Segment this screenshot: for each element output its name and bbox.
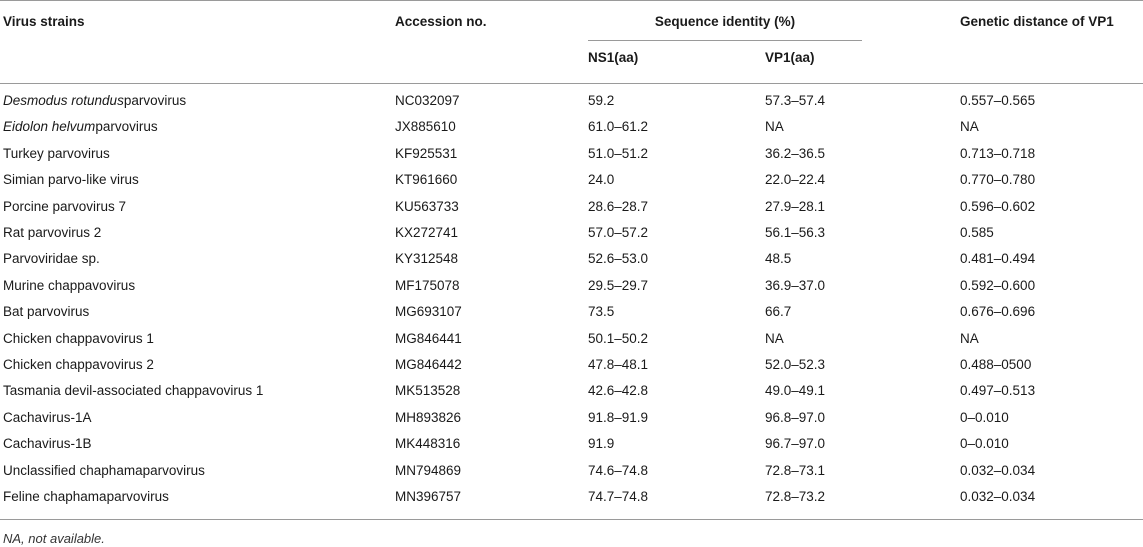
- cell-accession: MK448316: [395, 436, 461, 452]
- cell-ns1: 29.5–29.7: [588, 277, 649, 293]
- cell-ns1: 52.6–53.0: [588, 251, 649, 267]
- cell-accession: MH893826: [395, 409, 462, 425]
- table-row: [0, 331, 1143, 357]
- cell-virus-strain: [3, 199, 126, 214]
- strain-name: Feline chaphamaparvovirus: [3, 489, 169, 504]
- strain-name: parvovirus: [95, 119, 158, 135]
- strain-name: Turkey parvovirus: [3, 145, 110, 161]
- cell-vp1: 27.9–28.1: [765, 198, 826, 214]
- cell-genetic-distance: 0.713–0.718: [960, 145, 1036, 161]
- cell-virus-strain: [3, 463, 205, 478]
- cell-ns1: 91.9: [588, 436, 615, 452]
- cell-genetic-distance: 0–0.010: [960, 409, 1009, 425]
- cell-vp1: NA: [765, 330, 784, 346]
- cell-accession: KY312548: [395, 251, 459, 267]
- cell-ns1: 91.8–91.9: [588, 409, 649, 425]
- cell-genetic-distance: 0.032–0.034: [960, 489, 1036, 504]
- strain-name: Cachavirus-1A: [3, 409, 92, 425]
- table-row: [0, 383, 1143, 409]
- cell-genetic-distance: NA: [960, 119, 979, 135]
- cell-genetic-distance: 0.585: [960, 225, 994, 240]
- strain-name: Murine chappavovirus: [3, 277, 136, 293]
- table-bottom-rule: [0, 519, 1143, 520]
- cell-accession: NC032097: [395, 93, 460, 108]
- cell-accession: MN396757: [395, 489, 462, 504]
- cell-accession: KX272741: [395, 225, 459, 240]
- cell-virus-strain: [3, 304, 89, 319]
- table-row: [0, 93, 1143, 119]
- strain-name: Chicken chappavovirus 2: [3, 357, 154, 372]
- cell-genetic-distance: 0.557–0.565: [960, 93, 1036, 108]
- table-row: [0, 410, 1143, 436]
- strain-italic-part: Desmodus rotundus: [3, 93, 124, 108]
- cell-genetic-distance: 0–0.010: [960, 436, 1009, 452]
- cell-virus-strain: [3, 357, 154, 372]
- cell-vp1: 36.9–37.0: [765, 277, 826, 293]
- cell-vp1: 72.8–73.1: [765, 462, 826, 478]
- cell-ns1: 73.5: [588, 304, 615, 320]
- strain-name: Parvoviridae sp.: [3, 251, 100, 267]
- strain-name: Tasmania devil-associated chappavovirus 1: [3, 383, 264, 399]
- cell-vp1: 66.7: [765, 304, 792, 320]
- strain-name: Bat parvovirus: [3, 304, 90, 320]
- cell-ns1: 57.0–57.2: [588, 225, 649, 240]
- table-row: [0, 278, 1143, 304]
- strain-name: Simian parvo-like virus: [3, 172, 139, 188]
- strain-name: Cachavirus-1B: [3, 436, 92, 452]
- table-row: [0, 463, 1143, 489]
- cell-virus-strain: [3, 436, 92, 451]
- cell-vp1: 72.8–73.2: [765, 489, 826, 504]
- strain-name: Porcine parvovirus 7: [3, 198, 127, 214]
- cell-virus-strain: [3, 172, 139, 187]
- header-ns1: NS1(aa): [588, 50, 639, 65]
- cell-ns1: 74.7–74.8: [588, 489, 649, 504]
- cell-virus-strain: [3, 225, 101, 240]
- cell-vp1: 49.0–49.1: [765, 383, 826, 399]
- cell-accession: MF175078: [395, 277, 460, 293]
- cell-virus-strain: [3, 410, 92, 425]
- cell-vp1: 96.7–97.0: [765, 436, 826, 452]
- cell-genetic-distance: 0.488–0500: [960, 357, 1032, 372]
- strain-name: Rat parvovirus 2: [3, 225, 102, 240]
- table-row: [0, 225, 1143, 251]
- cell-genetic-distance: 0.032–0.034: [960, 462, 1036, 478]
- cell-genetic-distance: 0.596–0.602: [960, 198, 1036, 214]
- strain-name: Chicken chappavovirus 1: [3, 330, 154, 346]
- cell-vp1: 36.2–36.5: [765, 145, 826, 161]
- cell-accession: MG846441: [395, 330, 462, 346]
- strain-name: Unclassified chaphamaparvovirus: [3, 462, 205, 478]
- cell-genetic-distance: NA: [960, 330, 979, 346]
- cell-accession: KU563733: [395, 198, 459, 214]
- header-vp1: VP1(aa): [765, 50, 815, 65]
- header-genetic-distance: Genetic distance of VP1: [960, 14, 1114, 29]
- cell-genetic-distance: 0.770–0.780: [960, 172, 1036, 188]
- cell-virus-strain: [3, 489, 169, 504]
- cell-genetic-distance: 0.497–0.513: [960, 383, 1036, 399]
- table-row: [0, 357, 1143, 383]
- cell-genetic-distance: 0.592–0.600: [960, 277, 1036, 293]
- cell-genetic-distance: 0.481–0.494: [960, 251, 1036, 267]
- cell-ns1: 51.0–51.2: [588, 145, 649, 161]
- cell-virus-strain: [3, 278, 135, 293]
- table-row: [0, 119, 1143, 145]
- cell-virus-strain: [3, 331, 154, 346]
- table-row: [0, 146, 1143, 172]
- table-row: [0, 304, 1143, 330]
- strain-name: parvovirus: [123, 93, 187, 108]
- cell-virus-strain: [3, 383, 263, 398]
- cell-vp1: NA: [765, 119, 784, 135]
- cell-virus-strain: [3, 251, 100, 266]
- cell-ns1: 50.1–50.2: [588, 330, 649, 346]
- cell-accession: JX885610: [395, 119, 456, 135]
- table-row: [0, 251, 1143, 277]
- cell-virus-strain: [3, 146, 110, 161]
- header-bottom-rule: [0, 83, 1143, 84]
- cell-ns1: 47.8–48.1: [588, 357, 649, 372]
- cell-accession: MK513528: [395, 383, 461, 399]
- header-accession: Accession no.: [395, 14, 487, 29]
- cell-accession: KF925531: [395, 145, 458, 161]
- cell-ns1: 28.6–28.7: [588, 198, 649, 214]
- cell-ns1: 74.6–74.8: [588, 462, 649, 478]
- cell-genetic-distance: 0.676–0.696: [960, 304, 1036, 320]
- cell-vp1: 22.0–22.4: [765, 172, 826, 188]
- cell-vp1: 96.8–97.0: [765, 409, 826, 425]
- cell-virus-strain: [3, 119, 158, 134]
- table-row: [0, 199, 1143, 225]
- cell-ns1: 42.6–42.8: [588, 383, 649, 399]
- table-footnote: NA, not available.: [3, 531, 105, 546]
- cell-accession: KT961660: [395, 172, 458, 188]
- cell-ns1: 61.0–61.2: [588, 119, 649, 135]
- header-virus-strains: Virus strains: [3, 14, 85, 29]
- cell-accession: MG846442: [395, 357, 462, 372]
- cell-vp1: 56.1–56.3: [765, 225, 826, 240]
- cell-vp1: 57.3–57.4: [765, 93, 826, 108]
- cell-ns1: 59.2: [588, 93, 615, 108]
- cell-virus-strain: [3, 93, 186, 108]
- cell-ns1: 24.0: [588, 172, 615, 188]
- sequence-identity-subrule: [588, 40, 862, 41]
- table-row: [0, 489, 1143, 515]
- table-top-rule: [0, 0, 1143, 1]
- table-row: [0, 172, 1143, 198]
- cell-accession: MG693107: [395, 304, 462, 320]
- header-sequence-identity: Sequence identity (%): [654, 14, 796, 29]
- table-row: [0, 436, 1143, 462]
- cell-vp1: 48.5: [765, 251, 792, 267]
- cell-accession: MN794869: [395, 462, 462, 478]
- strain-italic-part: Eidolon helvum: [3, 119, 96, 135]
- cell-vp1: 52.0–52.3: [765, 357, 826, 372]
